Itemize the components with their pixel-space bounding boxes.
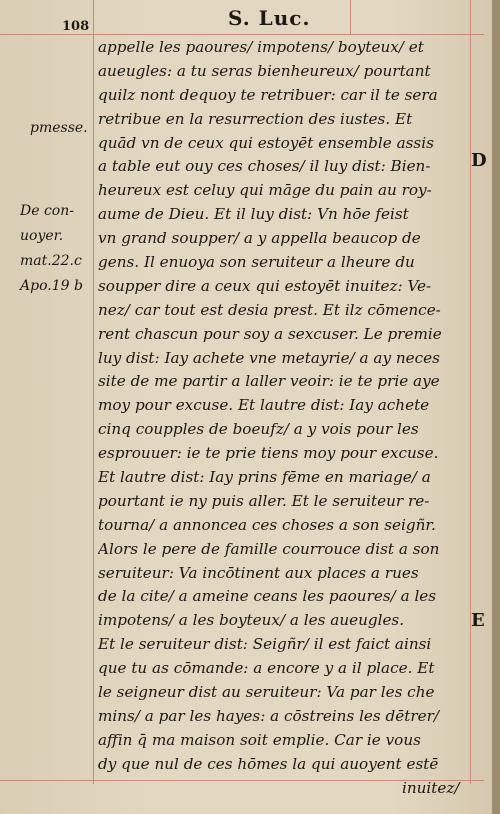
text-line: dy que nul de ces hōmes la qui auoyent estē: [98, 754, 439, 773]
left-margin-rule: [93, 0, 94, 784]
text-line: mins/ a par les hayes: a cōstreins les dētrer/: [98, 706, 439, 725]
text-line: heureux est celuy qui māge du pain au roy-: [98, 181, 432, 200]
running-head: S. Luc.: [228, 6, 311, 30]
text-line: aueugles: a tu seras bienheureux/ pourtant: [98, 61, 431, 80]
text-line: que tu as cōmande: a encore y a il place. Et: [98, 659, 435, 678]
text-line: inuitez/: [402, 778, 460, 797]
margin-note-pmesse: pmesse.: [30, 120, 88, 136]
text-line: impotens/ a les boyteux/ a les aueugles.: [98, 611, 405, 630]
page-edge-shadow: [492, 0, 500, 814]
top-rule: [0, 34, 484, 35]
text-line: rent chascun pour soy a sexcuser. Le premie: [98, 324, 442, 343]
text-line: pourtant ie ny puis aller. Et le seruiteur re-: [98, 491, 430, 510]
text-line: gens. Il enuoya son seruiteur a lheure du: [98, 253, 415, 272]
header-rule: [350, 0, 351, 34]
text-line: tourna/ a annoncea ces choses a son seigñr.: [98, 515, 436, 534]
text-line: affin q̄ ma maison soit emplie. Car ie vous: [98, 730, 421, 749]
text-line: esprouuer: ie te prie tiens moy pour excuse.: [98, 444, 439, 463]
text-line: quād vn de ceux qui estoyēt ensemble assis: [98, 133, 434, 152]
text-line: Et lautre dist: Iay prins fēme en mariage/ a: [98, 468, 431, 487]
text-line: Alors le pere de famille courrouce dist a son: [98, 539, 440, 558]
text-line: soupper dire a ceux qui estoyēt inuitez: Ve-: [98, 276, 432, 295]
margin-note-uoyer: uoyer.: [20, 228, 64, 244]
margin-section-letter-e: E: [471, 610, 485, 631]
text-line: le seigneur dist au seruiteur: Va par les che: [98, 683, 435, 702]
text-line: a table eut ouy ces choses/ il luy dist: Bien-: [98, 157, 431, 176]
margin-note-mat: mat.22.c: [20, 253, 82, 269]
margin-note-deconuoyer: De con-: [20, 203, 74, 219]
margin-section-letter-d: D: [471, 150, 487, 171]
body-text: [98, 36, 472, 801]
text-line: appelle les paoures/ impotens/ boyteux/ et: [98, 38, 424, 56]
page-number: 108: [62, 19, 90, 34]
text-line: vn grand soupper/ a y appella beaucop de: [98, 229, 421, 248]
text-line: seruiteur: Va incōtinent aux places a rues: [98, 563, 419, 582]
text-line: moy pour excuse. Et lautre dist: Iay achete: [98, 396, 430, 415]
text-line: site de me partir a laller veoir: ie te prie aye: [98, 372, 440, 391]
text-line: quilz nont dequoy te retribuer: car il te sera: [98, 85, 438, 104]
text-line: nez/ car tout est desia prest. Et ilz cōmence-: [98, 300, 441, 319]
text-line: de la cite/ a ameine ceans les paoures/ a les: [98, 587, 437, 606]
margin-note-apo: Apo.19 b: [20, 278, 83, 294]
text-line: luy dist: Iay achete vne metayrie/ a ay neces: [98, 348, 440, 367]
text-line: cinq coupples de boeufz/ a y vois pour les: [98, 420, 419, 439]
text-line: aume de Dieu. Et il luy dist: Vn hōe feist: [98, 205, 409, 224]
text-line: retribue en la resurrection des iustes. Et: [98, 109, 413, 128]
text-line: Et le seruiteur dist: Seigñr/ il est faict ainsi: [98, 635, 432, 654]
